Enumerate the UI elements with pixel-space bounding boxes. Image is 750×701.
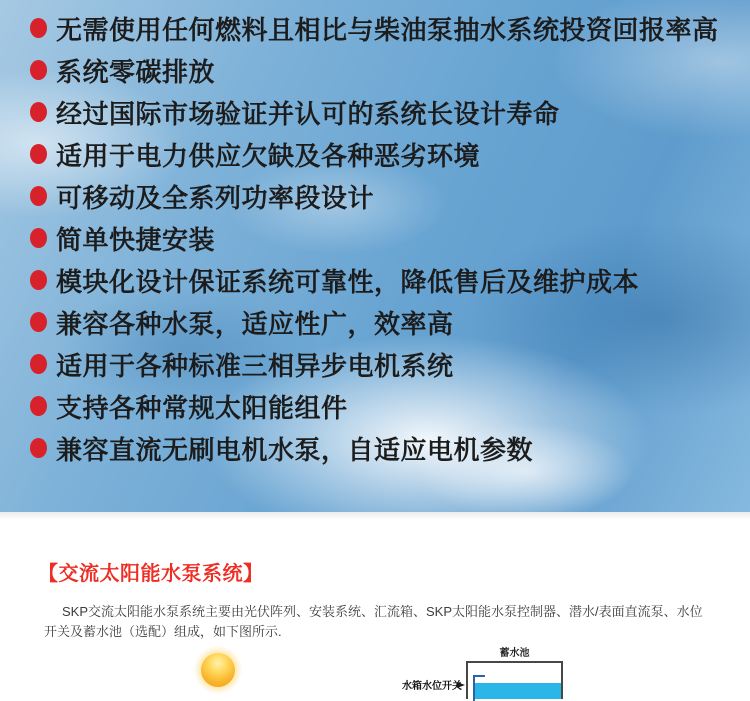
bullet-icon xyxy=(30,186,47,206)
list-item xyxy=(30,181,750,211)
water-tank xyxy=(466,661,563,699)
bullet-icon xyxy=(30,438,47,458)
section-title: 【交流太阳能水泵系统】 xyxy=(38,563,264,585)
bullet-icon xyxy=(30,60,47,80)
content-section xyxy=(0,512,750,695)
bullet-icon xyxy=(30,396,47,416)
list-item xyxy=(30,55,750,85)
list-item xyxy=(30,391,750,421)
bullet-icon xyxy=(30,18,47,38)
bullet-icon xyxy=(30,354,47,374)
feature-text: 系统零碳排放 xyxy=(56,56,216,87)
sun-icon xyxy=(194,646,242,694)
list-item xyxy=(30,13,750,43)
feature-text: 支持各种常规太阳能组件 xyxy=(56,392,348,423)
bullet-icon xyxy=(30,312,47,332)
intro-paragraph: SKP交流太阳能水泵系统主要由光伏阵列、安装系统、汇流箱、SKP太阳能水泵控制器、潜水/表面直流泵、水位开关及蓄水池（选配）组成，如下图所示. xyxy=(44,604,703,639)
list-item xyxy=(30,97,750,127)
arrow-right-icon xyxy=(457,682,465,688)
feature-text: 可移动及全系列功率段设计 xyxy=(56,182,375,213)
feature-text: 适用于各种标准三相异步电机系统 xyxy=(56,350,454,381)
feature-text: 无需使用任何燃料且相比与柴油泵抽水系统投资回报率高 xyxy=(56,14,719,45)
list-item xyxy=(30,265,750,295)
feature-text: 兼容各种水泵，适应性广，效率高 xyxy=(56,308,454,339)
feature-text: 适用于电力供应欠缺及各种恶劣环境 xyxy=(56,140,481,171)
feature-text: 经过国际市场验证并认可的系统长设计寿命 xyxy=(56,98,560,129)
tank-label: 蓄水池 xyxy=(499,648,530,659)
list-item xyxy=(30,307,750,337)
tank-water xyxy=(475,683,561,699)
sun-core xyxy=(201,653,235,687)
bullet-icon xyxy=(30,144,47,164)
feature-text: 兼容直流无刷电机水泵，自适应电机参数 xyxy=(56,434,534,465)
switch-label: 水箱水位开关 xyxy=(402,681,462,692)
feature-text: 简单快捷安装 xyxy=(56,224,216,255)
water-level-switch-icon xyxy=(473,675,485,701)
bullet-icon xyxy=(30,270,47,290)
list-item xyxy=(30,433,750,463)
bullet-icon xyxy=(30,228,47,248)
list-item xyxy=(30,223,750,253)
bullet-icon xyxy=(30,102,47,122)
section-divider xyxy=(0,512,750,520)
list-item xyxy=(30,139,750,169)
list-item xyxy=(30,349,750,379)
feature-text: 模块化设计保证系统可靠性，降低售后及维护成本 xyxy=(56,266,640,297)
